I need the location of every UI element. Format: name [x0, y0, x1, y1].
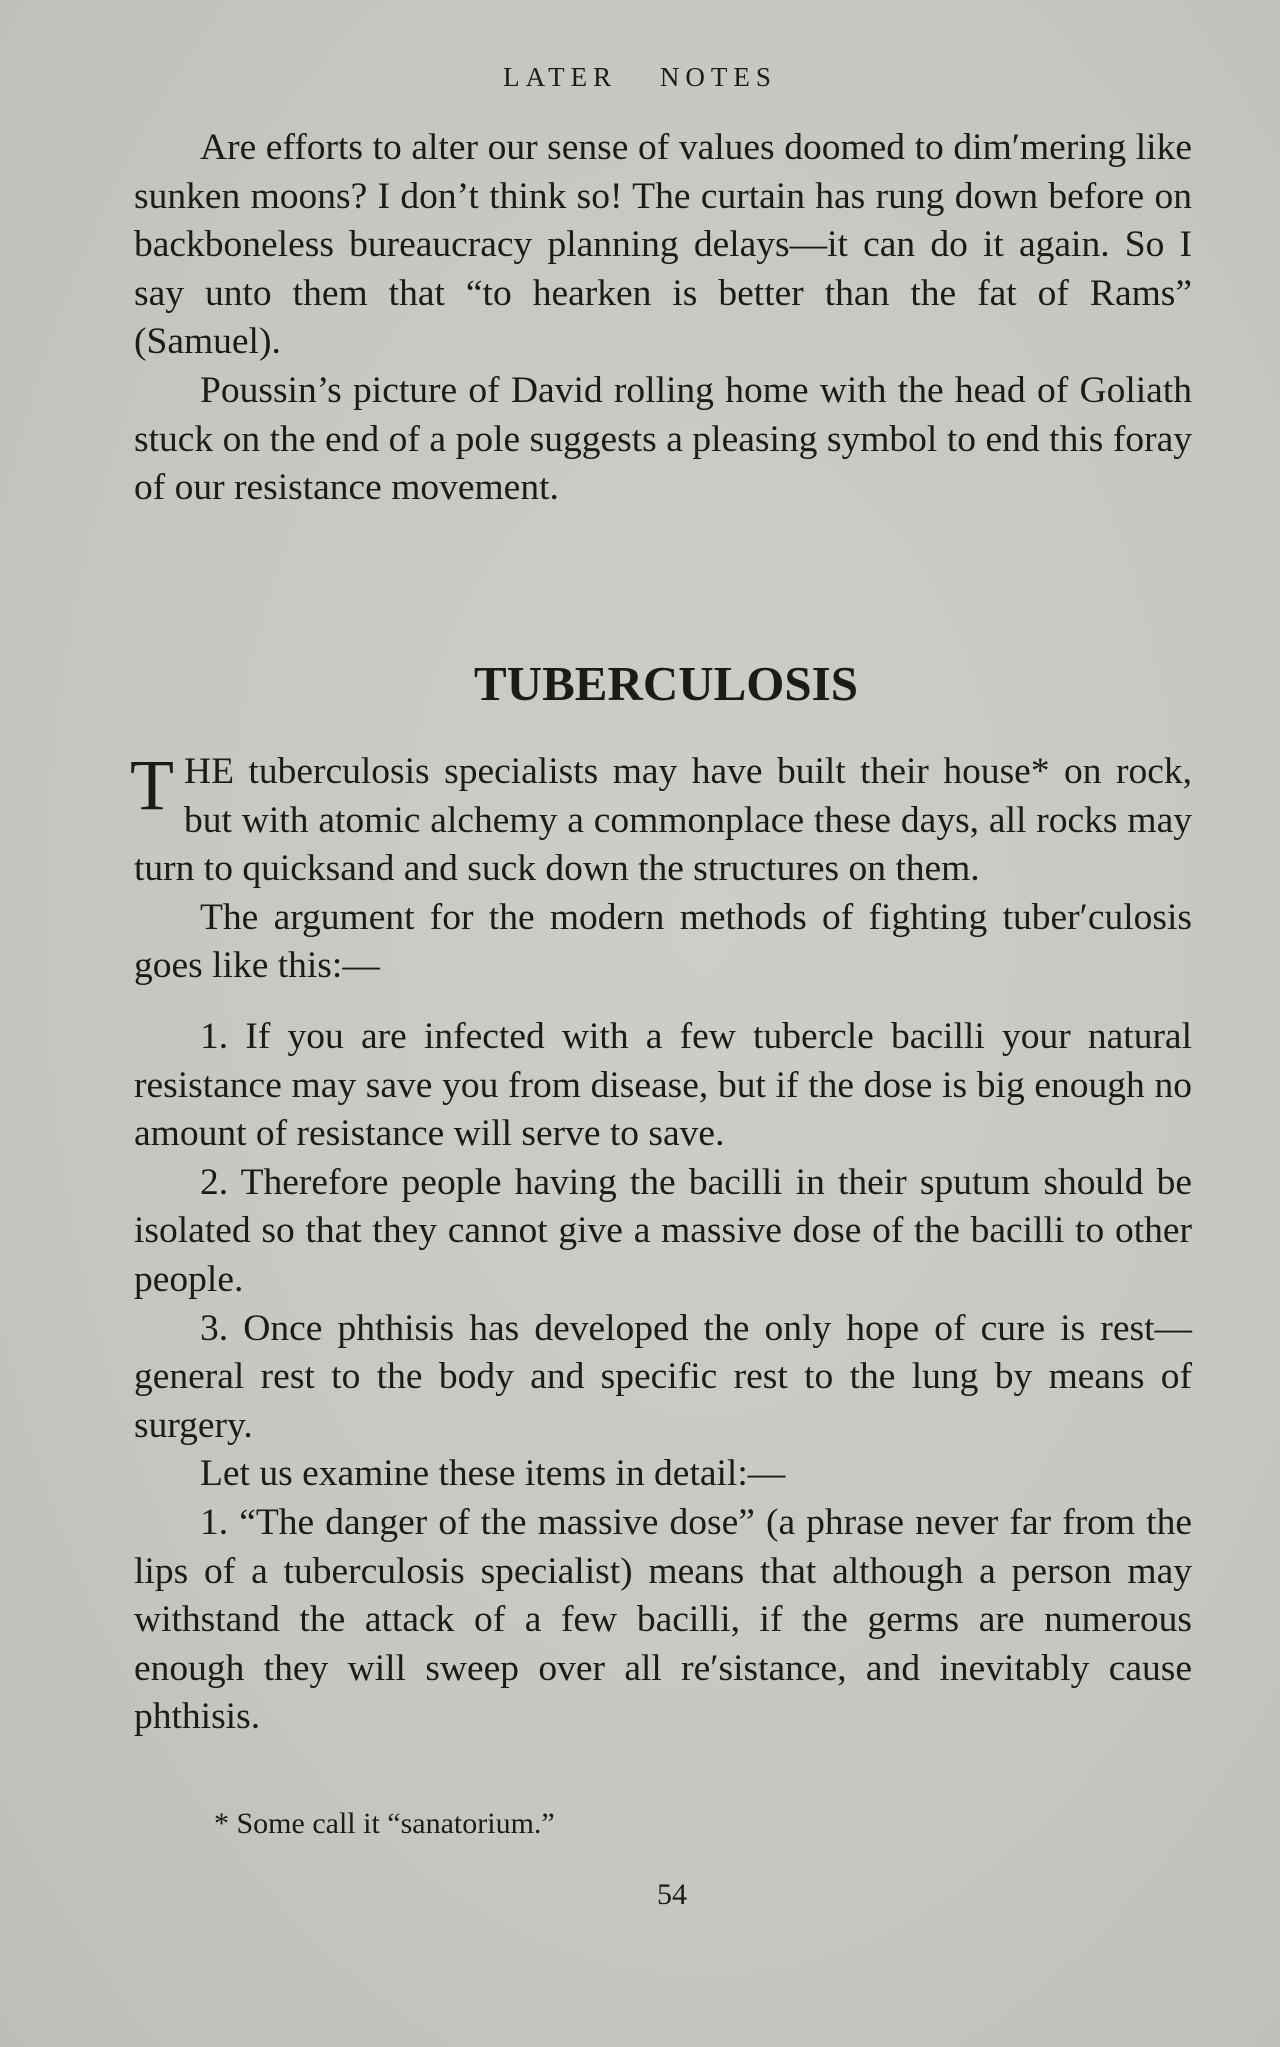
- top-text-block: [134, 124, 1192, 513]
- point-item: 1. If you are infected with a few tubercle bacilli your natural resistance may save you from disease, but if the dose is big enough no amount of resistance will serve to save.: [134, 1015, 1192, 1155]
- tuberculosis-text-block: [130, 745, 1192, 1742]
- intro-text: HE tuberculosis specialists may have built their house* on rock, but with atomic alchemy a commonplace these days, all rocks may turn to quicksand and suck down the structures on them.: [134, 751, 1192, 890]
- spacer: [134, 991, 1192, 1013]
- footnote: * Some call it “sanatorium.”: [214, 1807, 555, 1840]
- detail-item: 1. “The danger of the massive dose” (a phrase never far from the lips of a tuberculosis specialist) means that although a person may withstand the attack of a few bacilli, if the germs are numerous enough they will sweep over all re′sistance, and inevitably cause phthisis.: [134, 1501, 1192, 1738]
- point-item: 3. Once phthisis has developed the only hope of cure is rest—general rest to the body and specific rest to the lung by means of surgery.: [134, 1307, 1192, 1446]
- paragraph-poussin: Poussin’s picture of David rolling home with the head of Goliath stuck on the end of a pole suggests a pleasing symbol to end this foray of our resistance movement.: [134, 369, 1192, 509]
- running-head: LATER NOTES: [503, 62, 777, 92]
- page-number: 54: [657, 1878, 687, 1911]
- point-item: 2. Therefore people having the bacilli in their sputum should be isolated so that they cannot give a massive dose of the bacilli to other people.: [134, 1161, 1192, 1300]
- intro-paragraph: [130, 745, 1192, 894]
- drop-cap: T: [130, 745, 174, 825]
- examine-intro: Let us examine these items in detail:—: [200, 1453, 786, 1495]
- paragraph-values: Are efforts to alter our sense of values doomed to dim′mering like sunken moons? I don’t think so! The curtain has rung down before on backboneless bureaucracy planning delays—it can do it again. So I say unto them that “to hearken is better than the fat of Rams” (Samuel).: [134, 127, 1192, 363]
- argument-intro: The argument for the modern methods of fighting tuber′culosis goes like this:—: [134, 896, 1192, 987]
- section-title: TUBERCULOSIS: [474, 656, 858, 711]
